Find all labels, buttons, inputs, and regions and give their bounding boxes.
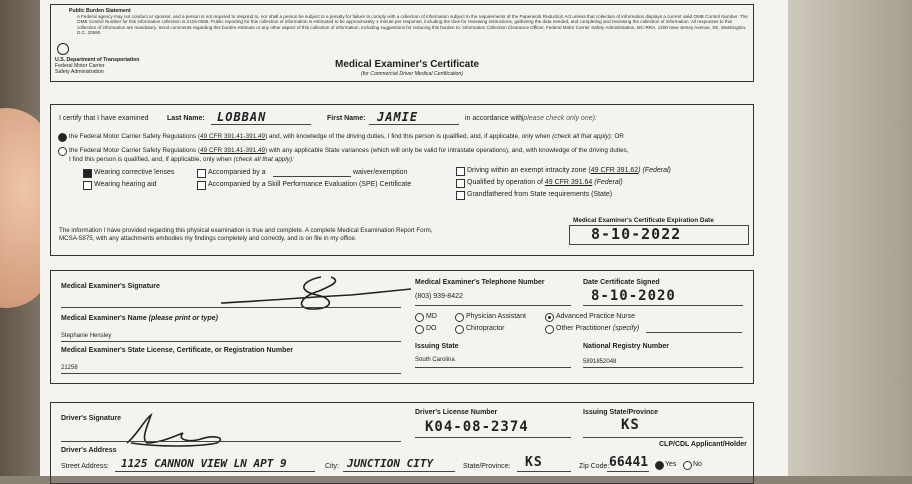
apn-radio[interactable] [545, 313, 554, 322]
stateprov-line [517, 471, 571, 472]
certify-prefix: I certify that I have examined [59, 115, 149, 122]
hearing-aid-label: Wearing hearing aid [94, 181, 157, 188]
stateprov-value: KS [525, 455, 543, 470]
city-line [343, 471, 455, 472]
last-name-line [211, 124, 311, 125]
driver-license-value: K04-08-2374 [425, 419, 529, 435]
grandfathered-checkbox[interactable] [456, 191, 465, 200]
agency-line-2: Federal Motor Carrier [55, 63, 105, 69]
spe-checkbox[interactable] [197, 181, 206, 190]
cdl-yes-label: Yes [665, 461, 677, 468]
examiner-signature-label: Medical Examiner's Signature [61, 283, 160, 290]
issuing-state-value: South Carolina [415, 357, 455, 363]
waiver-label-a: Accompanied by a [208, 169, 266, 176]
street-line [115, 471, 315, 472]
issuing-state-line [415, 367, 571, 368]
pa-radio[interactable] [455, 313, 464, 322]
city-label: City: [325, 463, 339, 470]
do-radio[interactable] [415, 325, 424, 334]
driver-signature-label: Driver's Signature [61, 415, 122, 422]
qualified-label: Qualified by operation of 49 CFR 391.64 (Federal) [467, 179, 623, 186]
first-name-line [369, 124, 459, 125]
date-signed-value: 8-10-2020 [591, 288, 676, 304]
certify-suffix: in accordance with [465, 115, 523, 122]
info-line-2: MCSA-5875, with any attachments embodies my findings completely and correctly, and is on file in my office. [59, 235, 357, 242]
burden-heading: Public Burden Statement [69, 8, 131, 14]
city-value: JUNCTION CITY [347, 457, 434, 470]
corrective-lenses-label: Wearing corrective lenses [94, 169, 175, 176]
dot-logo-icon [57, 43, 69, 55]
driver-box [50, 402, 754, 484]
apn-label: Advanced Practice Nurse [556, 313, 635, 320]
chiro-radio[interactable] [455, 325, 464, 334]
waiver-checkbox[interactable] [197, 169, 206, 178]
last-name-value: LOBBAN [217, 110, 267, 124]
federal-regs-radio[interactable] [58, 133, 67, 142]
license-value: 21258 [61, 365, 78, 371]
other-line [646, 332, 742, 333]
burden-text: A Federal agency may not conduct or sponsor, and a person is not required to respond to, nor shall a person be subject to a penalty for failure to comply with a collection of information subject to the requirements of the Paperwork Reduction Act unless that collection of information displays a current valid OMB Control Number. The OMB Control Number for this information collection is 2126-0006. Public reporting for this collection of information is estimated to be approximately 1 minute per response, including the time for reviewing instructions, gathering the data needed, and completing and reviewing the collection of information. All responses to this collection of information are mandatory. Send comments regarding this burden estimate or any other aspect of this collection of information, including suggestions for reducing this burden to: Information Collection Clearance Officer, Federal Motor Carrier Safety Administration, MC-RRA, 1200 New Jersey Avenue, SE, Washington, D.C. 20590. [77, 14, 748, 35]
examiner-box [50, 270, 754, 384]
background-right [784, 0, 912, 476]
street-value: 1125 CANNON VIEW LN APT 9 [121, 457, 287, 470]
certificate-card [40, 0, 788, 476]
intracity-label: Driving within an exempt intracity zone (49 CFR 391.62) (Federal) [467, 167, 671, 174]
qualified-checkbox[interactable] [456, 179, 465, 188]
cdl-label: CLP/CDL Applicant/Holder [659, 441, 747, 448]
examiner-name-line [61, 341, 401, 342]
street-label: Street Address: [61, 463, 109, 470]
stateprov-label: State/Province: [463, 463, 511, 470]
state-variance-radio[interactable] [58, 147, 67, 156]
spe-label: Accompanied by a Skill Performance Evaluation (SPE) Certificate [208, 181, 412, 188]
page-subtitle: (for Commercial Driver Medical Certification) [361, 71, 464, 77]
waiver-label-b: waiver/exemption [353, 169, 408, 176]
other-label: Other Practitioner (specify) [556, 325, 640, 332]
certify-suffix-hint: (please check only one): [521, 115, 597, 122]
md-label: MD [426, 313, 437, 320]
issuing-state-label: Issuing State [415, 343, 459, 350]
phone-line [415, 305, 571, 306]
driver-license-label: Driver's License Number [415, 409, 498, 416]
phone-value: (803) 939-8422 [415, 293, 463, 300]
federal-regs-text: the Federal Motor Carrier Safety Regulations (49 CFR 391.41-391.49) and, with knowledge of the driving duties, I find this person is qualified, and, if applicable, only when (check all that apply): OR [69, 133, 624, 140]
driver-signature-line [61, 441, 401, 442]
intracity-checkbox[interactable] [456, 167, 465, 176]
corrective-lenses-checkbox[interactable] [83, 169, 92, 178]
do-label: DO [426, 325, 437, 332]
license-label: Medical Examiner's State License, Certificate, or Registration Number [61, 347, 293, 354]
cdl-yes-radio[interactable] [655, 461, 664, 470]
registry-label: National Registry Number [583, 343, 669, 350]
state-variance-text: the Federal Motor Carrier Safety Regulations (49 CFR 391.41-391.49) with any applicable State variances (which will only be valid for intrastate operations), and, with knowledge of the driving duties, [69, 147, 629, 154]
cdl-no-label: No [693, 461, 702, 468]
driver-address-label: Driver's Address [61, 447, 117, 454]
grandfathered-label: Grandfathered from State requirements (State) [467, 191, 613, 198]
hearing-aid-checkbox[interactable] [83, 181, 92, 190]
expiration-label: Medical Examiner's Certificate Expiration Date [573, 217, 714, 224]
last-name-label: Last Name: [167, 115, 205, 122]
zip-line [607, 471, 649, 472]
other-radio[interactable] [545, 325, 554, 334]
zip-value: 66441 [609, 455, 649, 470]
chiro-label: Chiropractor [466, 325, 505, 332]
waiver-line [273, 176, 351, 177]
zip-label: Zip Code: [579, 463, 610, 470]
issuing-province-line [583, 437, 743, 438]
first-name-label: First Name: [327, 115, 366, 122]
expiration-value: 8-10-2022 [591, 225, 682, 243]
examiner-name-value: Stephanie Hensley [61, 333, 112, 339]
agency-line-3: Safety Administration [55, 69, 104, 75]
license-line [61, 373, 401, 374]
phone-label: Medical Examiner's Telephone Number [415, 279, 545, 286]
date-signed-label: Date Certificate Signed [583, 279, 660, 286]
registry-line [583, 367, 743, 368]
driver-signature [117, 409, 237, 449]
cdl-no-radio[interactable] [683, 461, 692, 470]
registry-value: 5891852048 [583, 359, 617, 365]
header-box [50, 4, 754, 82]
agency-line-1: U.S. Department of Transportation [55, 57, 140, 63]
examiner-signature-line [61, 307, 401, 308]
info-line-1: The information I have provided regarding this physical examination is true and complete. A complete Medical Examination Report Form, [59, 227, 433, 234]
first-name-value: JAMIE [377, 110, 419, 124]
page-title: Medical Examiner's Certificate [335, 59, 480, 70]
certification-box [50, 104, 754, 256]
driver-license-line [415, 437, 571, 438]
state-variance-text-2: I find this person is qualified, and, if applicable, only when (check all that apply): [69, 156, 294, 163]
issuing-province-label: Issuing State/Province [583, 409, 659, 416]
pa-label: Physician Assistant [466, 313, 526, 320]
issuing-province-value: KS [621, 417, 640, 433]
date-signed-line [583, 305, 743, 306]
md-radio[interactable] [415, 313, 424, 322]
examiner-name-label: Medical Examiner's Name (please print or type) [61, 315, 218, 322]
